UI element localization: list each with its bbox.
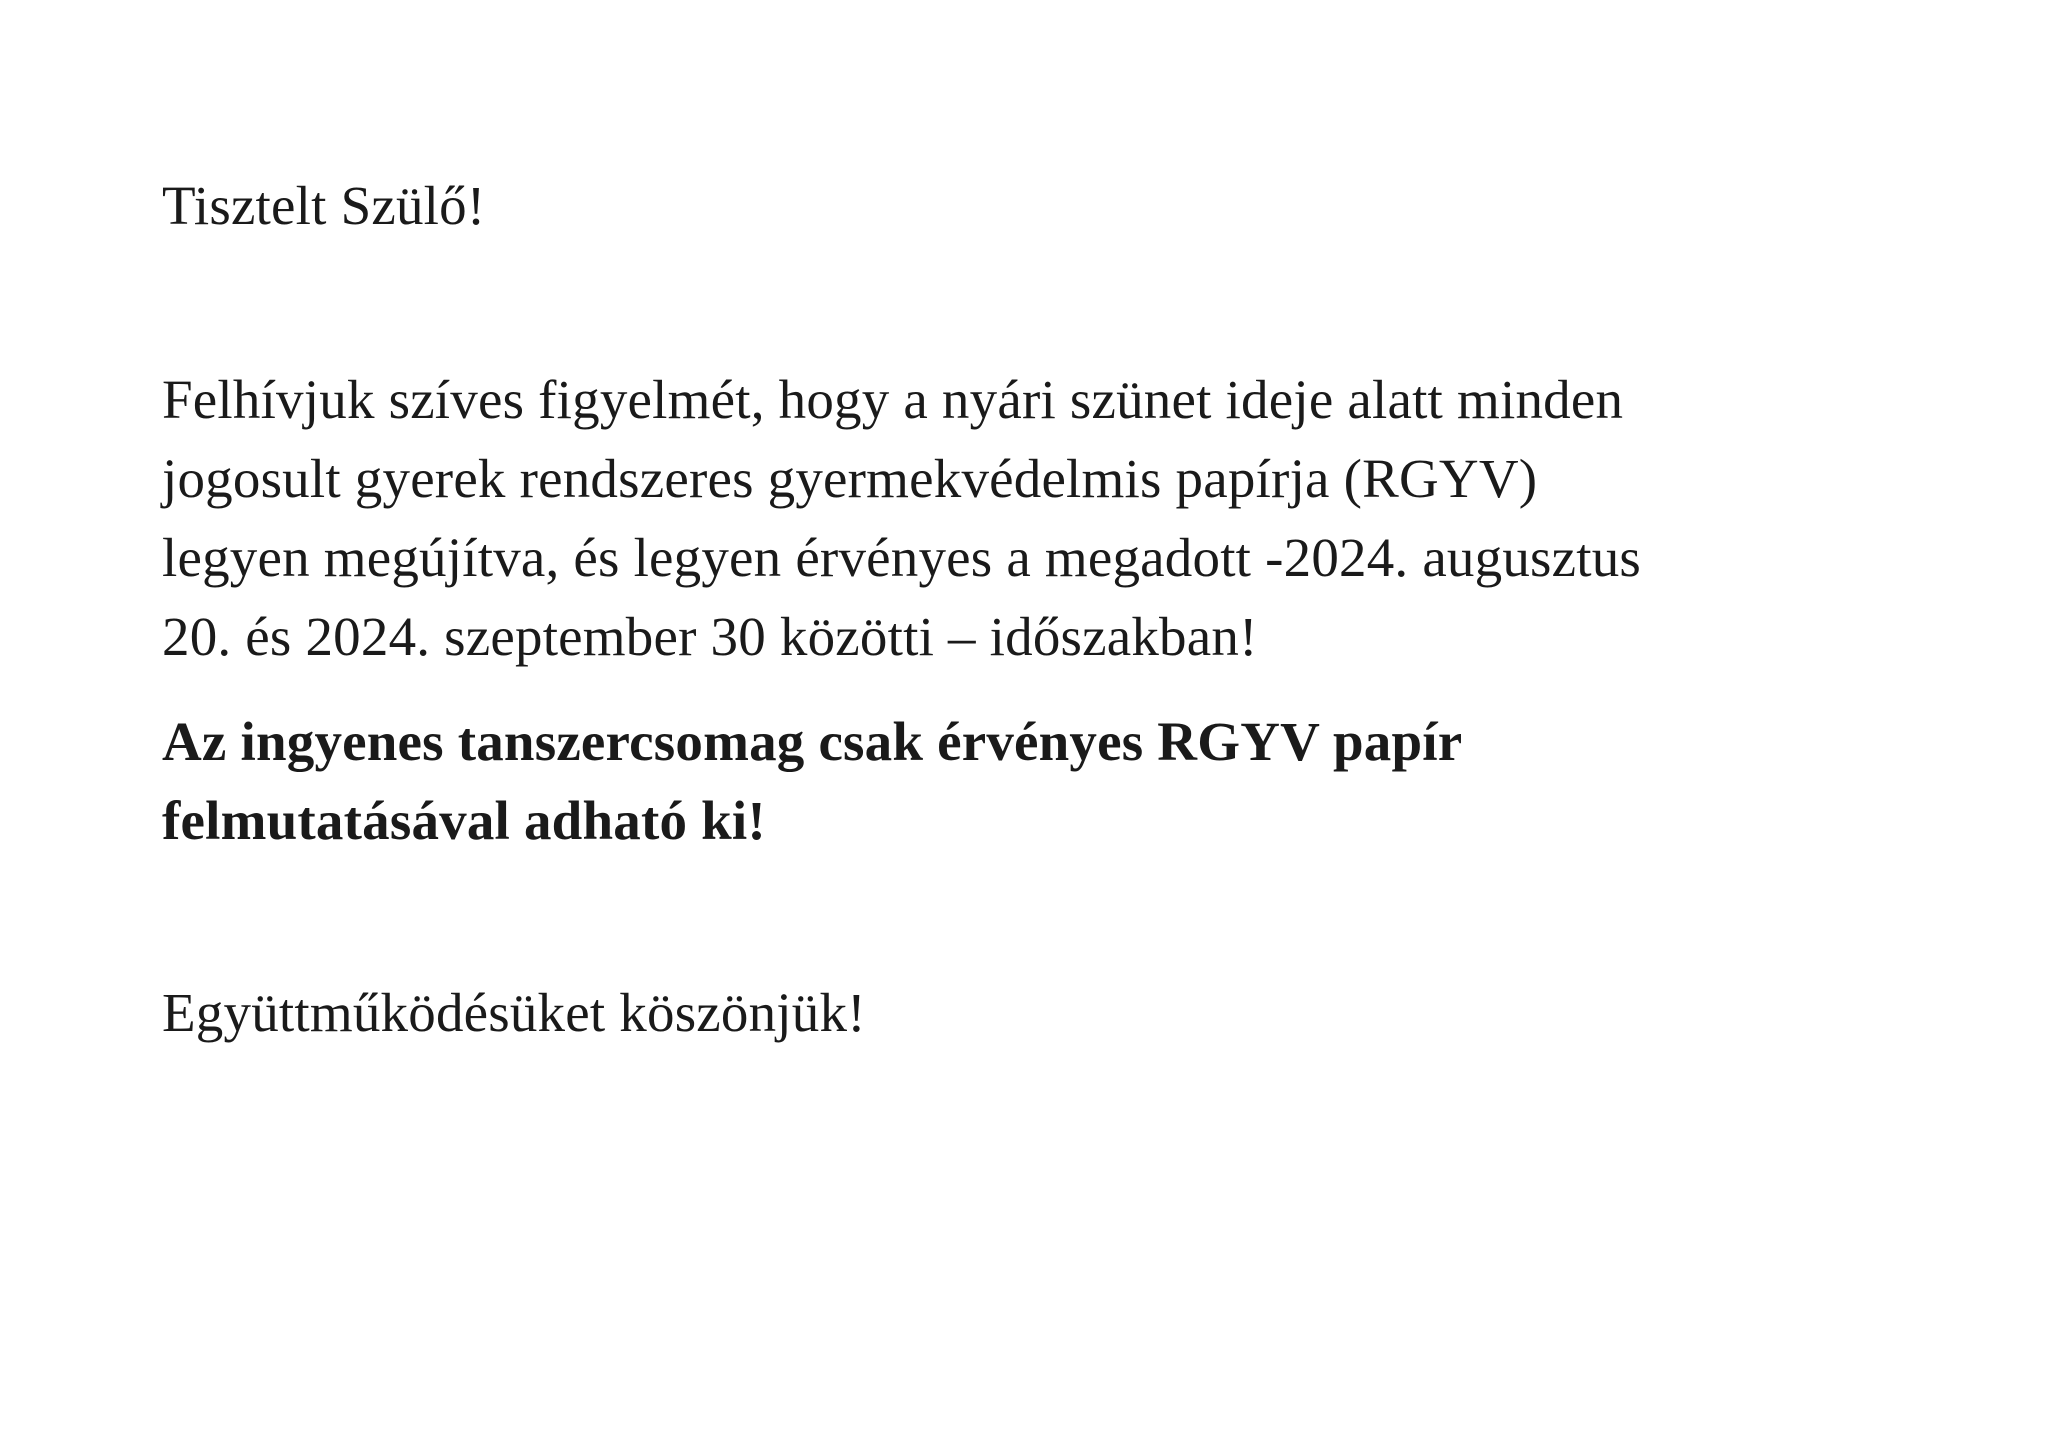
notice-paragraph bbox=[162, 360, 1962, 676]
salutation bbox=[162, 166, 1962, 245]
notice-line: 20. és 2024. szeptember 30 közötti – időszakban! bbox=[162, 606, 1258, 667]
closing-text: Együttműködésüket köszönjük! bbox=[162, 982, 866, 1043]
important-notice bbox=[162, 702, 1962, 860]
closing bbox=[162, 973, 1962, 1052]
notice-line: jogosult gyerek rendszeres gyermekvédelmis papírja (RGYV) bbox=[162, 448, 1538, 509]
salutation-text: Tisztelt Szülő! bbox=[162, 175, 486, 236]
notice-line: Felhívjuk szíves figyelmét, hogy a nyári szünet ideje alatt minden bbox=[162, 369, 1624, 430]
important-line: felmutatásával adható ki! bbox=[162, 790, 766, 851]
notice-line: legyen megújítva, és legyen érvényes a megadott -2024. augusztus bbox=[162, 527, 1642, 588]
important-line: Az ingyenes tanszercsomag csak érvényes RGYV papír bbox=[162, 711, 1463, 772]
